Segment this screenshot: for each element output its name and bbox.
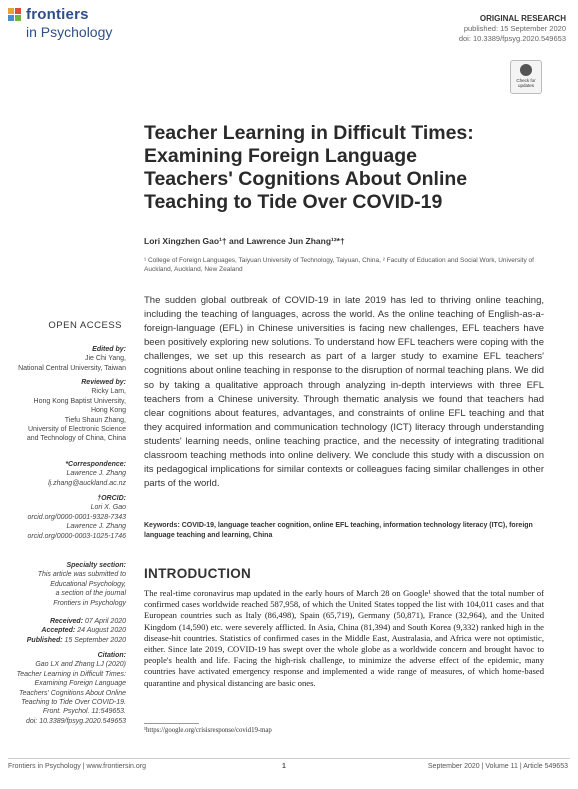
open-access-label: OPEN ACCESS: [48, 320, 122, 331]
reviewer-line: University of Electronic Science: [27, 426, 126, 434]
frontiers-logo-icon: [8, 8, 22, 22]
citation-line: Teaching to Tide Over COVID-19.: [21, 699, 126, 707]
footer-journal[interactable]: Frontiers in Psychology | www.frontiersin.org: [8, 763, 146, 770]
reviewer-line: Ricky Lam,: [91, 388, 126, 396]
orcid-line: Lori X. Gao: [90, 504, 126, 512]
correspondence-name: Lawrence J. Zhang: [66, 470, 126, 478]
section-heading-introduction: INTRODUCTION: [144, 566, 252, 581]
accepted-label: Accepted:: [41, 627, 76, 635]
citation-doi[interactable]: doi: 10.3389/fpsyg.2020.549653: [25, 717, 126, 725]
journal-name: frontiers: [26, 6, 89, 23]
footer-divider: [8, 758, 570, 759]
authors: Lori Xingzhen Gao¹† and Lawrence Jun Zhang¹²*†: [144, 236, 345, 246]
editor-line: National Central University, Taiwan: [18, 364, 126, 372]
received-label: Received:: [49, 618, 84, 625]
affiliations: ¹ College of Foreign Languages, Taiyuan University of Technology, Taiyuan, China, ² Faculty of Education and Social Work, University of Auckland, Auckland, New Zealand: [144, 257, 534, 273]
specialty-heading: Specialty section:: [66, 562, 126, 569]
article-title: Teacher Learning in Difficult Times: Examining Foreign Language Teachers' Cognitions About Online Teaching to Tide Over COVID-19: [144, 122, 474, 213]
sidebar-dates: [4, 617, 126, 645]
accepted-date: 24 August 2020: [77, 627, 126, 635]
update-icon: [520, 64, 532, 76]
sidebar-citation: [4, 651, 126, 726]
citation-line: Teachers' Cognitions About Online: [18, 689, 126, 697]
sidebar-edited-by: [4, 345, 126, 373]
received-date: 07 April 2020: [85, 618, 126, 625]
citation-line: Examining Foreign Language: [34, 680, 126, 688]
reviewer-line: Tiefu Shaun Zhang,: [64, 416, 126, 424]
reviewed-by-heading: Reviewed by:: [81, 379, 126, 386]
reviewer-line: and Technology of China, China: [26, 435, 126, 443]
specialty-line: Frontiers in Psychology: [53, 599, 126, 607]
keywords: [144, 521, 544, 541]
footnote-divider: [144, 723, 199, 724]
page-number: 1: [282, 763, 286, 770]
doi[interactable]: doi: 10.3389/fpsyg.2020.549653: [458, 34, 566, 43]
article-meta: [459, 14, 566, 44]
footer-issue: September 2020 | Volume 11 | Article 549653: [427, 763, 568, 770]
citation-line: Teacher Learning in Difficult Times:: [16, 670, 126, 678]
sidebar-correspondence: [4, 460, 126, 488]
orcid-link[interactable]: orcid.org/0000-0001-9328-7343: [27, 513, 126, 521]
published-label: Published:: [26, 636, 63, 644]
edited-by-heading: Edited by:: [92, 346, 126, 353]
keywords-list: COVID-19, language teacher cognition, online EFL teaching, information technology literacy (ITC), foreign language teaching and learning, China: [144, 522, 533, 539]
orcid-link[interactable]: orcid.org/0000-0003-1025-1746: [27, 532, 126, 540]
footnote[interactable]: ¹https://google.org/crisisresponse/covid19-map: [144, 727, 272, 734]
reviewer-line: Hong Kong Baptist University,: [33, 397, 126, 405]
published-date-side: 15 September 2020: [64, 636, 126, 644]
abstract: The sudden global outbreak of COVID-19 in late 2019 has led to thriving online teaching, including the teaching of languages, across the world. As the online teaching of English-as-a-foreign-language (EFL) in Chinese universities is facing new challenges, EFL teachers have been positively exploring new solutions. To understand how EFL teachers were coping with the challenges, we set up this research as part of a larger study to examine EFL teachers' cognitions about online teaching in response to the disruption of normal teaching plans. We did so by taking a qualitative approach through analyzing in-depth interviews with three EFL teachers from a Chinese university. Through thematic analysis we found that teachers had clear cognitions about features, advantages, and constraints of online EFL teaching and that they acquired information and communication technology (ICT) literacy through understanding students' learning needs, online teaching practice, and the necessity of integrating traditional classroom teaching methods into online delivery. We conclude this study with a discussion on its pedagogical implications for similar contexts or colleagues facing similar challenges in other parts of the world.: [144, 295, 544, 490]
citation-line: Gao LX and Zhang LJ (2020): [35, 661, 126, 669]
orcid-line: Lawrence J. Zhang: [66, 523, 126, 531]
sidebar-specialty: [4, 561, 126, 608]
published-date: published: 15 September 2020: [463, 24, 566, 33]
orcid-heading: †ORCID:: [97, 495, 126, 502]
correspondence-heading: *Correspondence:: [65, 461, 126, 468]
sidebar-orcid: [4, 494, 126, 541]
specialty-line: Educational Psychology,: [50, 580, 126, 588]
keywords-label: Keywords:: [144, 522, 180, 529]
introduction-text: The real-time coronavirus map updated in the early hours of March 28 on Google¹ showed that the total number of confirmed cases worldwide reached 587,958, of which the United States topped the list with 104,011 cases and that European countries such as Italy (86,498), Spain (65,719), Germany (50,871), France (32,964), and the United Kingdom (14,590) etc. were severely afflicted. In Asia, China (81,394) and South Korea (9,332) ranked high in the disease-hit countries. Statistics of confirmed cases in the Middle East, Australasia, and Africa were not optimistic, either. Since late 2019, COVID-19 has swept over the whole globe as a worldwide concern and brought havoc to people's health and life. Facing the high-risk challenge, to minimize the adverse effect of the epidemic, many countries have activated emergency response and implemented a wide range of measures, of which home-based quarantine and physical distancing are basic ones.: [144, 588, 544, 688]
citation-line: Front. Psychol. 11:549653.: [42, 708, 126, 716]
editor-line: Jie Chi Yang,: [85, 355, 126, 363]
specialty-line: a section of the journal: [55, 590, 126, 598]
article-type: ORIGINAL RESEARCH: [479, 14, 566, 23]
sidebar-reviewed-by: [4, 378, 126, 444]
journal-subname: in Psychology: [26, 24, 113, 40]
reviewer-line: Hong Kong: [90, 407, 126, 415]
citation-heading: Citation:: [97, 652, 126, 659]
check-for-updates-badge[interactable]: [510, 60, 542, 94]
badge-label: Check for updates: [516, 78, 536, 88]
correspondence-email[interactable]: lj.zhang@auckland.ac.nz: [48, 479, 126, 487]
specialty-line: This article was submitted to: [37, 571, 126, 579]
